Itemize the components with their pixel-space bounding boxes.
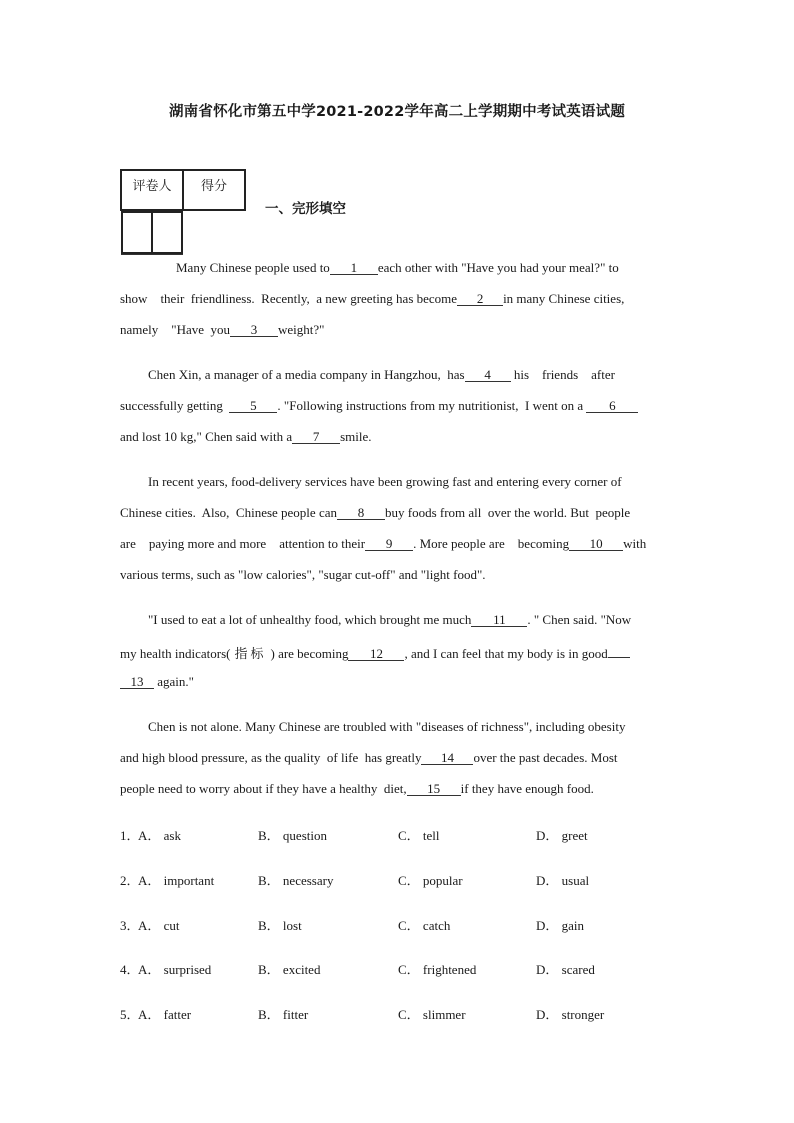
page-title: 湖南省怀化市第五中学2021-2022学年高二上学期期中考试英语试题 [168, 104, 626, 120]
option-d[interactable]: D． scared [536, 962, 595, 977]
blank-3: 3 [230, 323, 278, 337]
passage-line: Many Chinese people used to 1 each other with "Have you had your meal?" to [176, 260, 619, 275]
option-b[interactable]: B． necessary [258, 873, 334, 888]
blank-1: 1 [330, 261, 378, 275]
option-c[interactable]: C． popular [398, 873, 463, 888]
blank-15: 15 [407, 782, 461, 796]
option-a[interactable]: A． ask [138, 828, 181, 843]
reviewer-header: 评卷人 [121, 170, 183, 210]
blank-11: 11 [471, 613, 527, 627]
option-a[interactable]: A． surprised [138, 962, 212, 977]
blank-12: 12 [348, 647, 404, 661]
blank-2: 2 [457, 292, 503, 306]
option-d[interactable]: D． gain [536, 918, 585, 933]
passage-line: and high blood pressure, as the quality of life has greatly 14 over the past decades. Most [120, 750, 618, 765]
option-row: 1． A． ask B． question C． tell D． greet [120, 825, 680, 843]
passage-line: various terms, such as "low calories", "sugar cut-off" and "light food". [120, 567, 486, 582]
passage-line: Chen is not alone. Many Chinese are troubled with "diseases of richness", including obesity [148, 719, 626, 734]
option-row: 2． A． important B． necessary C． popular D． usual [120, 870, 680, 888]
passage-line: my health indicators( 指标 ) are becoming 12 , and I can feel that my body is in good [120, 643, 630, 662]
blank-4: 4 [465, 368, 511, 382]
blank-7: 7 [292, 430, 340, 444]
score-header: 得分 [183, 170, 245, 210]
option-b[interactable]: B． fitter [258, 1007, 309, 1022]
passage-line: namely "Have you 3 weight?" [120, 322, 325, 337]
passage-line: Chen Xin, a manager of a media company in Hangzhou, has 4 his friends after [148, 367, 615, 382]
section-heading: 一、完形填空 [265, 201, 346, 217]
option-c[interactable]: C． slimmer [398, 1007, 466, 1022]
option-a[interactable]: A． fatter [138, 1007, 192, 1022]
passage-line: In recent years, food-delivery services have been growing fast and entering every corner of [148, 474, 622, 489]
score-cell [152, 212, 182, 253]
option-b[interactable]: B． lost [258, 918, 302, 933]
reviewer-cell [122, 212, 152, 253]
blank-13-start [608, 657, 630, 658]
option-d[interactable]: D． stronger [536, 1007, 605, 1022]
option-row: 5． A． fatter B． fitter C． slimmer D． stronger [120, 1004, 680, 1022]
blank-13: 13 [120, 675, 154, 689]
option-a[interactable]: A． important [138, 873, 215, 888]
passage-line: "I used to eat a lot of unhealthy food, which brought me much 11 . " Chen said. "Now [148, 612, 632, 627]
option-d[interactable]: D． greet [536, 828, 588, 843]
passage-line: successfully getting 5 . "Following instructions from my nutritionist, I went on a 6 [120, 398, 638, 414]
chinese-gloss: 指标 [234, 647, 267, 662]
blank-8: 8 [337, 506, 385, 520]
passage-line: 13 again." [120, 674, 194, 690]
option-c[interactable]: C． catch [398, 918, 451, 933]
passage-line: show their friendliness. Recently, a new greeting has become 2 in many Chinese cities, [120, 291, 625, 306]
passage-line: people need to worry about if they have a healthy diet, 15 if they have enough food. [120, 781, 594, 796]
passage-line: Chinese cities. Also, Chinese people can 8 buy foods from all over the world. But people [120, 505, 631, 520]
blank-9: 9 [365, 537, 413, 551]
blank-10: 10 [569, 537, 623, 551]
blank-14: 14 [421, 751, 473, 765]
option-c[interactable]: C． frightened [398, 962, 477, 977]
option-a[interactable]: A． cut [138, 918, 180, 933]
passage-line: and lost 10 kg," Chen said with a 7 smile. [120, 429, 372, 444]
option-d[interactable]: D． usual [536, 873, 590, 888]
score-table [120, 169, 246, 255]
option-row: 3． A． cut B． lost C． catch D． gain [120, 915, 680, 933]
option-b[interactable]: B． question [258, 828, 327, 843]
option-row: 4． A． surprised B． excited C． frightened D． scared [120, 959, 680, 977]
option-c[interactable]: C． tell [398, 828, 440, 843]
blank-6: 6 [586, 399, 638, 413]
passage-line: are paying more and more attention to their 9 . More people are becoming 10 with [120, 536, 647, 551]
blank-5: 5 [229, 399, 277, 413]
option-b[interactable]: B． excited [258, 962, 321, 977]
